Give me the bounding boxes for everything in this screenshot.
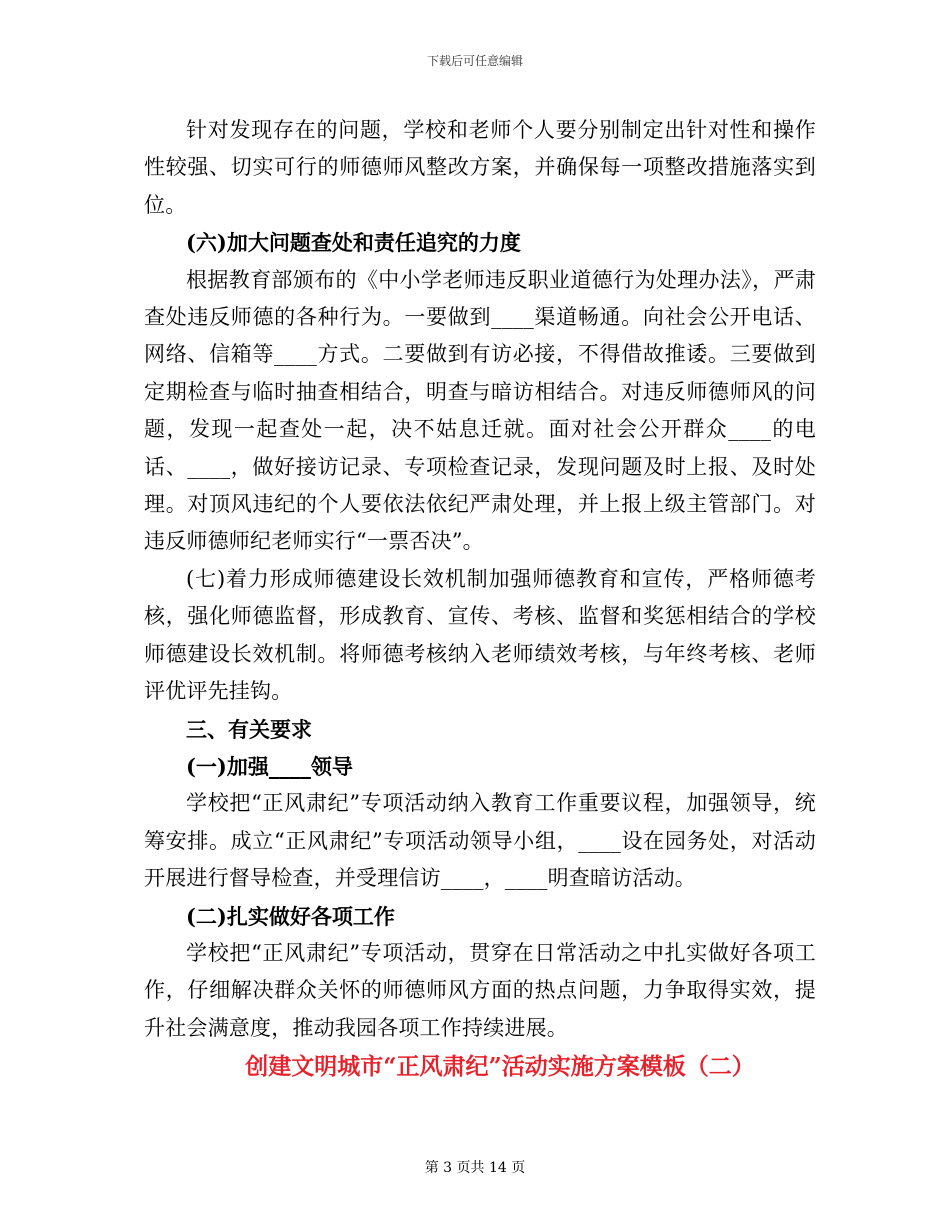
paragraph-leadership: 学校把“正风肃纪”专项活动纳入教育工作重要议程，加强领导，统筹安排。成立“正风肃纪”专项活动领导小组，____设在园务处，对活动开展进行督导检查，并受理信访____，____明查暗访活动。 xyxy=(144,791,816,891)
page-footer: 第 3 页共 14 页 xyxy=(424,1160,526,1176)
heading-do-work-well: (二)扎实做好各项工作 xyxy=(186,903,395,929)
paragraph-rectification: 针对发现存在的问题，学校和老师个人要分别制定出针对性和操作性较强、切实可行的师德师风整改方案，并确保每一项整改措施落实到位。 xyxy=(144,118,816,217)
paragraph-investigation: 根据教育部颁布的《中小学老师违反职业道德行为处理办法》，严肃查处违反师德的各种行为。一要做到____渠道畅通。向社会公开电话、网络、信箱等____方式。二要做到有访必接，不得借故推诿。三要做到定期检查与临时抽查相结合，明查与暗访相结合。对违反师德师风的问题，发现一起查处一起，决不姑息迁就。面对社会公开群众____的电话、____，做好接访记录、专项检查记录，发现问题及时上报、及时处理。对顶风违纪的个人要依法依纪严肃处理，并上报上级主管部门。对违反师德师纪老师实行“一票否决”。 xyxy=(144,267,816,554)
paragraph-long-term-mechanism: (七)着力形成师德建设长效机制加强师德教育和宣传，严格师德考核，强化师德监督，形成教育、宣传、考核、监督和奖惩相结合的学校师德建设长效机制。将师德考核纳入老师绩效考核，与年终考核、老师评优评先挂钩。 xyxy=(144,566,816,704)
paragraph-work: 学校把“正风肃纪”专项活动，贯穿在日常活动之中扎实做好各项工作，仔细解决群众关怀的师德师风方面的热点问题，力争取得实效，提升社会满意度，推动我园各项工作持续进展。 xyxy=(144,940,816,1040)
document-body xyxy=(144,112,816,1087)
document-title: 创建文明城市“正风肃纪”活动实施方案模板（二） xyxy=(245,1053,755,1081)
heading-strengthen-leadership: (一)加强____领导 xyxy=(186,753,353,779)
heading-requirements: 三、有关要求 xyxy=(186,716,312,742)
heading-section-6: (六)加大问题查处和责任追究的力度 xyxy=(186,230,521,256)
page-header: 下载后可任意编辑 xyxy=(426,54,523,68)
